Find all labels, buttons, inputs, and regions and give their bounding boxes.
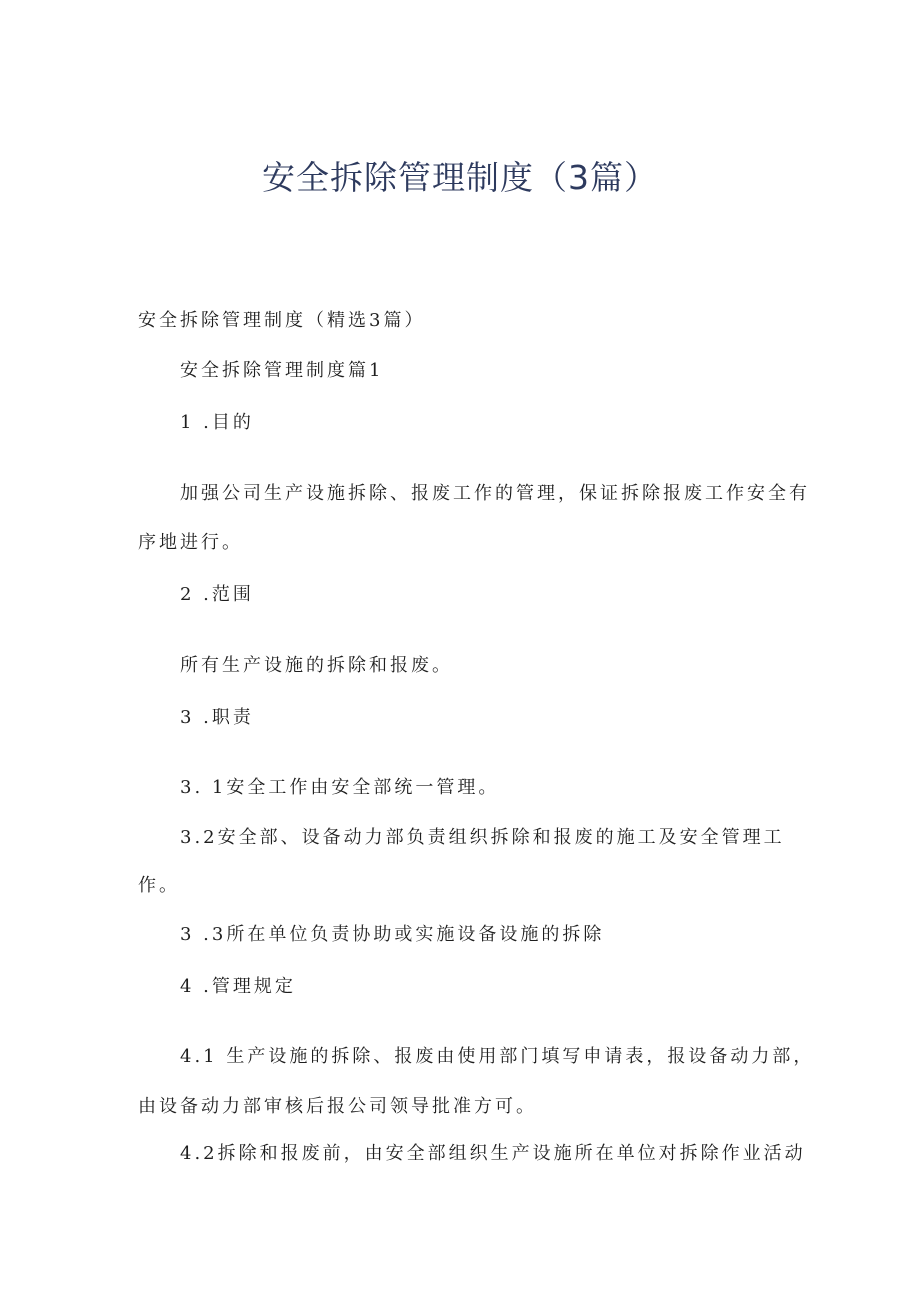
document-title: 安全拆除管理制度（3篇）: [262, 158, 658, 197]
paragraph-line: 序地进行。: [138, 532, 243, 553]
paragraph-line: 4.2拆除和报废前，由安全部组织生产设施所在单位对拆除作业活动: [180, 1143, 806, 1164]
paragraph-line: 3 .3所在单位负责协助或实施设备设施的拆除: [180, 924, 605, 945]
paragraph-line: 所有生产设施的拆除和报废。: [180, 655, 453, 676]
heading-management-rules: 4 .管理规定: [180, 976, 296, 997]
paragraph-line: 作。: [138, 875, 180, 896]
paragraph-line: 加强公司生产设施拆除、报废工作的管理，保证拆除报废工作安全有: [180, 483, 810, 504]
paragraph-line: 3.2安全部、设备动力部负责组织拆除和报废的施工及安全管理工: [180, 827, 785, 848]
heading-duties: 3 .职责: [180, 707, 254, 728]
heading-purpose: 1 .目的: [180, 412, 254, 433]
section-heading: 安全拆除管理制度篇1: [180, 360, 384, 381]
paragraph-line: 由设备动力部审核后报公司领导批准方可。: [138, 1096, 537, 1117]
document-subtitle: 安全拆除管理制度（精选3篇）: [138, 310, 426, 331]
heading-scope: 2 .范围: [180, 584, 254, 605]
paragraph-line: 3. 1安全工作由安全部统一管理。: [180, 777, 500, 798]
paragraph-line: 4.1 生产设施的拆除、报废由使用部门填写申请表，报设备动力部，: [180, 1046, 815, 1067]
